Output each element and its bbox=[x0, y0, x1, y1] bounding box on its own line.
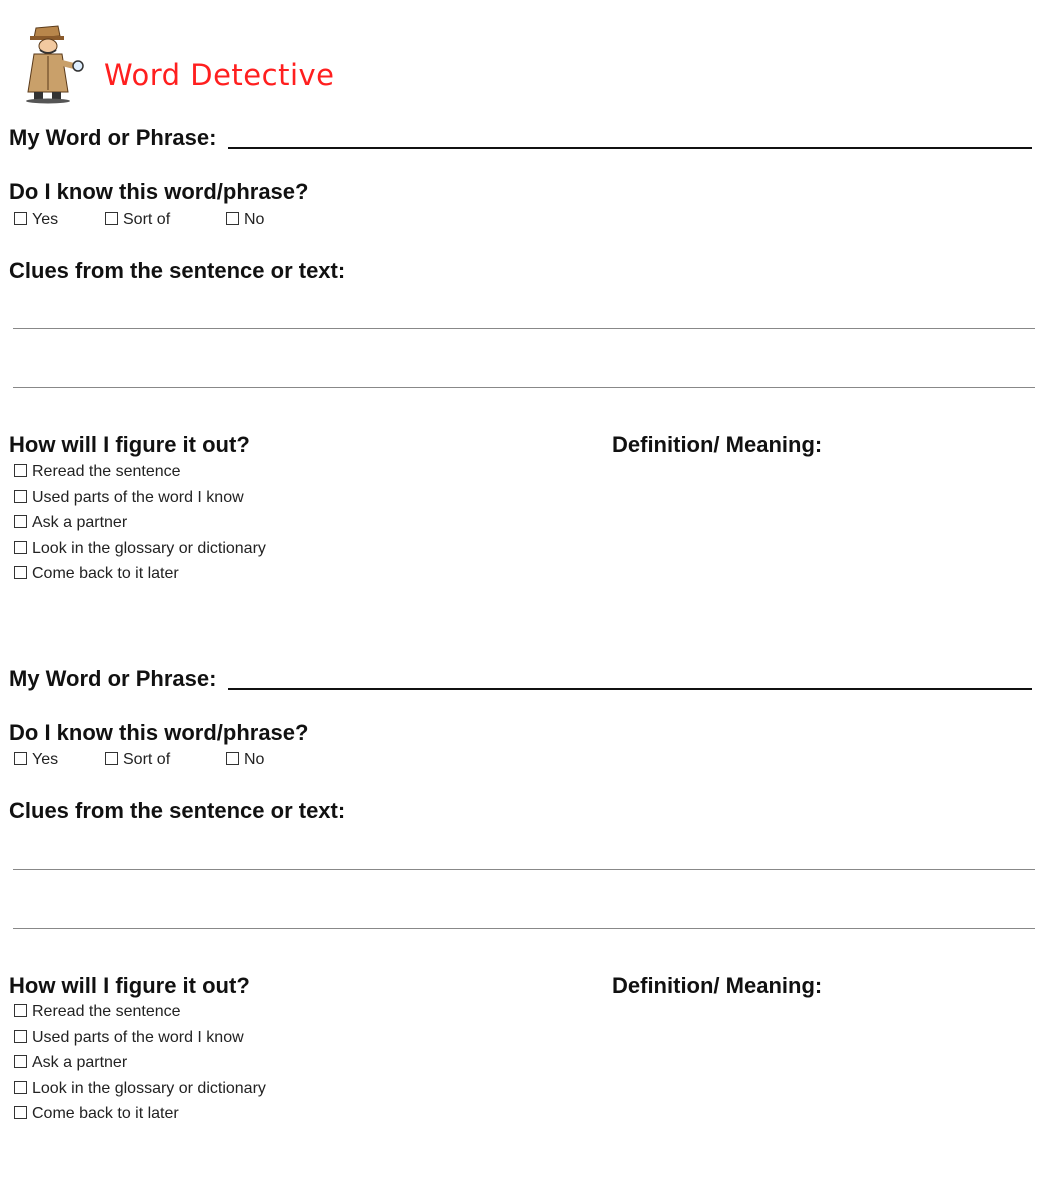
figure-out-label: How will I figure it out? bbox=[9, 973, 250, 998]
strategy-label: Reread the sentence bbox=[32, 463, 181, 480]
strategy-item[interactable] bbox=[14, 1003, 266, 1029]
strategy-item[interactable] bbox=[14, 1054, 266, 1080]
figure-out-label: How will I figure it out? bbox=[9, 432, 250, 457]
checkbox-icon bbox=[226, 212, 239, 225]
strategy-item[interactable] bbox=[14, 540, 266, 566]
clues-label: Clues from the sentence or text: bbox=[9, 258, 346, 283]
word-phrase-label: My Word or Phrase: bbox=[9, 125, 217, 150]
know-word-label: Do I know this word/phrase? bbox=[9, 179, 309, 204]
option-label: Yes bbox=[32, 211, 59, 228]
checkbox-icon bbox=[14, 490, 27, 503]
word-phrase-label: My Word or Phrase: bbox=[9, 666, 217, 691]
strategy-label: Look in the glossary or dictionary bbox=[32, 1079, 266, 1097]
strategy-label: Come back to it later bbox=[32, 565, 179, 582]
definition-label: Definition/ Meaning: bbox=[612, 973, 823, 998]
option-no[interactable] bbox=[226, 751, 264, 769]
strategy-item[interactable] bbox=[14, 1080, 266, 1106]
clues-label: Clues from the sentence or text: bbox=[9, 798, 346, 823]
checkbox-icon bbox=[14, 212, 27, 225]
strategy-item[interactable] bbox=[14, 1105, 266, 1131]
checkbox-icon bbox=[14, 1004, 27, 1017]
option-yes[interactable] bbox=[14, 211, 58, 229]
option-label: Yes bbox=[32, 751, 59, 768]
checkbox-icon bbox=[14, 1030, 27, 1043]
strategy-item[interactable] bbox=[14, 1029, 266, 1055]
strategy-item[interactable] bbox=[14, 565, 266, 591]
strategy-item[interactable] bbox=[14, 463, 266, 489]
checkbox-icon bbox=[105, 212, 118, 225]
strategy-label: Ask a partner bbox=[32, 514, 128, 531]
strategy-label: Used parts of the word I know bbox=[32, 488, 244, 506]
option-sort-of[interactable] bbox=[105, 211, 170, 229]
checkbox-icon bbox=[14, 566, 27, 579]
word-phrase-line[interactable] bbox=[228, 147, 1032, 149]
checkbox-icon bbox=[14, 1055, 27, 1068]
detective-icon bbox=[14, 14, 86, 104]
option-sort-of[interactable] bbox=[105, 751, 170, 769]
strategy-list bbox=[14, 1003, 266, 1131]
checkbox-icon bbox=[14, 515, 27, 528]
option-no[interactable] bbox=[226, 211, 264, 229]
checkbox-icon bbox=[14, 541, 27, 554]
know-word-label: Do I know this word/phrase? bbox=[9, 720, 309, 745]
checkbox-icon bbox=[226, 752, 239, 765]
strategy-label: Come back to it later bbox=[32, 1105, 179, 1122]
option-label: No bbox=[244, 211, 265, 228]
page-title: Word Detective bbox=[104, 58, 335, 92]
checkbox-icon bbox=[14, 464, 27, 477]
strategy-label: Used parts of the word I know bbox=[32, 1028, 244, 1046]
option-label: No bbox=[244, 751, 265, 768]
clues-line[interactable] bbox=[13, 387, 1035, 388]
clues-line[interactable] bbox=[13, 928, 1035, 929]
strategy-item[interactable] bbox=[14, 514, 266, 540]
checkbox-icon bbox=[14, 1106, 27, 1119]
strategy-label: Ask a partner bbox=[32, 1054, 128, 1071]
clues-line[interactable] bbox=[13, 869, 1035, 870]
strategy-list bbox=[14, 463, 266, 591]
strategy-label: Look in the glossary or dictionary bbox=[32, 539, 266, 557]
checkbox-icon bbox=[14, 752, 27, 765]
checkbox-icon bbox=[105, 752, 118, 765]
strategy-label: Reread the sentence bbox=[32, 1003, 181, 1020]
strategy-item[interactable] bbox=[14, 489, 266, 515]
definition-label: Definition/ Meaning: bbox=[612, 432, 823, 457]
option-label: Sort of bbox=[123, 211, 171, 228]
option-yes[interactable] bbox=[14, 751, 58, 769]
checkbox-icon bbox=[14, 1081, 27, 1094]
option-label: Sort of bbox=[123, 751, 171, 768]
clues-line[interactable] bbox=[13, 328, 1035, 329]
word-phrase-line[interactable] bbox=[228, 688, 1032, 690]
